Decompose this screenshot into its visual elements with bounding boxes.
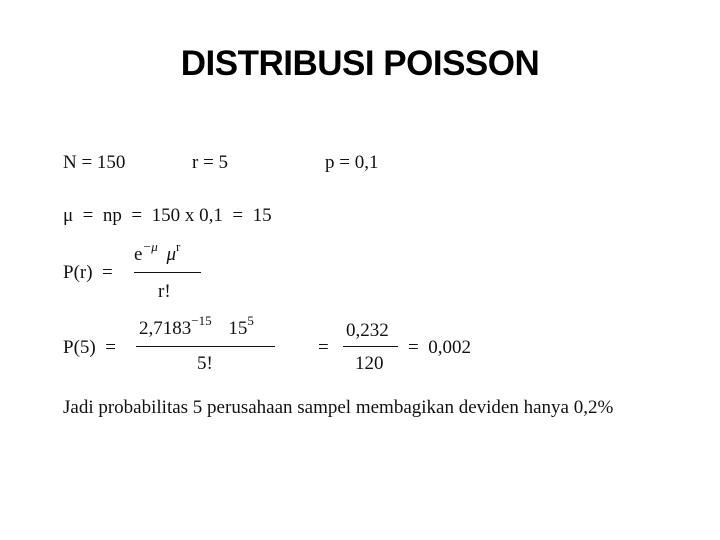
calc-num-b: 15 xyxy=(228,318,248,339)
formula-numerator xyxy=(134,239,181,266)
calc-denominator: 5! xyxy=(197,353,213,374)
formula-denominator: r! xyxy=(158,281,171,302)
calc-num-exp: −15 xyxy=(191,313,212,328)
given-r: r = 5 xyxy=(192,152,229,173)
calc-den2: 120 xyxy=(355,353,384,374)
calc-numerator xyxy=(139,313,254,340)
calc-lhs: P(5) = xyxy=(63,337,116,358)
mu-equation: μ = np = 150 x 0,1 = 15 xyxy=(63,205,272,226)
given-p: p = 0,1 xyxy=(325,152,379,173)
calc-num-b-exp: 5 xyxy=(247,313,254,328)
calc-equals: = xyxy=(318,337,329,358)
given-n: N = 150 xyxy=(63,152,126,173)
calc-fraction-bar xyxy=(136,346,275,347)
formula-lhs: P(r) = xyxy=(63,262,113,283)
formula-num-base: e xyxy=(134,244,143,265)
formula-fraction-bar xyxy=(134,272,201,273)
formula-num-mu: μ xyxy=(166,244,177,265)
calc-fraction-bar-2 xyxy=(343,346,398,347)
slide-title: DISTRIBUSI POISSON xyxy=(180,44,540,83)
formula-num-mu-exp: r xyxy=(176,239,181,254)
conclusion-text: Jadi probabilitas 5 perusahaan sampel membagikan deviden hanya 0,2% xyxy=(63,397,614,418)
calc-num2: 0,232 xyxy=(346,320,389,341)
formula-num-exp: −μ xyxy=(142,239,158,254)
calc-result: = 0,002 xyxy=(408,337,471,358)
calc-num-base: 2,7183 xyxy=(139,318,192,339)
